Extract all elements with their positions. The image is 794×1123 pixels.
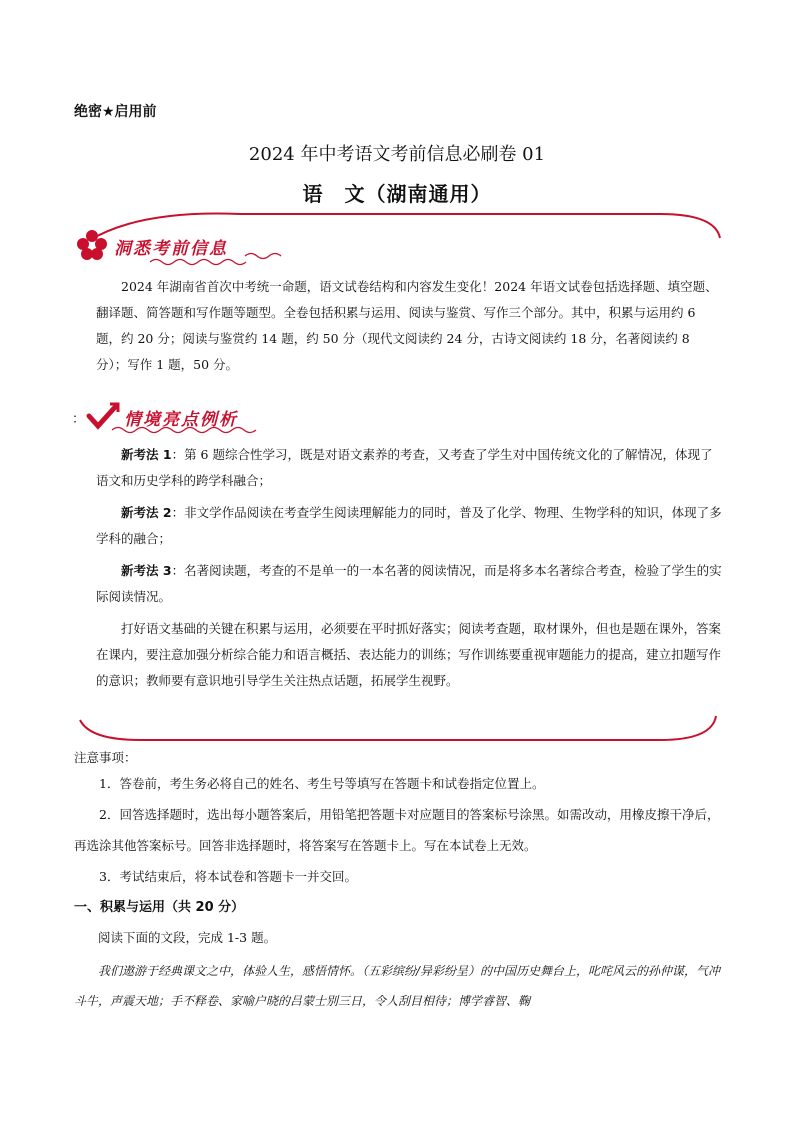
highlight-item <box>96 558 722 610</box>
highlight-list <box>96 442 722 694</box>
highlight-banner-label: 情境亮点例析 <box>124 409 238 430</box>
leading-colon: ： <box>72 412 86 427</box>
info-paragraph: 2024 年湖南省首次中考统一命题，语文试卷结构和内容发生变化！2024 年语文试卷包括选择题、填空题、翻译题、简答题和写作题等题型。全卷包括积累与运用、阅读与鉴赏、写作三个部分。其中，积累与运用约 6 题，约 20 分；阅读与鉴赏约 14 题，约 50 分（现代文阅读约 24 分，古诗文阅读约 18 分，名著阅读约 8 分）；写作 1 题，50 分。 <box>96 279 718 372</box>
highlight-item <box>96 442 722 494</box>
highlight-item <box>96 500 722 552</box>
info-banner-label: 洞悉考前信息 <box>114 238 228 259</box>
section-heading: 一、积累与运用（共 20 分） <box>74 900 245 915</box>
note-item: 1．答卷前，考生务必将自己的姓名、考生号等填写在答题卡和试卷指定位置上。 <box>99 776 545 791</box>
highlight-tag: 新考法 2 <box>121 505 172 520</box>
exam-subtitle: 语 文（湖南通用） <box>302 182 492 206</box>
note-item: 2．回答选择题时，选出每小题答案后，用铅笔把答题卡对应题目的答案标号涂黑。如需改动，用橡皮擦干净后，再选涂其他答案标号。回答非选择题时，将答案写在答题卡上。写在本试卷上无效。 <box>74 807 720 853</box>
check-arrow-icon <box>86 402 120 432</box>
highlight-text: ：非文学作品阅读在考查学生阅读理解能力的同时，普及了化学、物理、生物学科的知识，体现了多学科的融合； <box>96 505 722 546</box>
highlight-text: ：第 6 题综合性学习，既是对语文素养的考查，又考查了学生对中国传统文化的了解情况，体现了语文和历史学科的跨学科融合； <box>96 447 713 488</box>
reading-passage: 我们遨游于经典课文之中，体验人生，感悟情怀。（五彩缤纷/异彩纷呈）的中国历史舞台上，叱咤风云的孙仲谋，气冲斗牛，声震天地；手不释卷、家喻户晓的吕蒙士别三日，令人刮目相待；博学睿智、鞠 <box>74 964 721 1008</box>
flower-icon <box>76 228 108 264</box>
info-banner <box>76 228 228 264</box>
exam-title: 2024 年中考语文考前信息必刷卷 01 <box>248 144 546 165</box>
note-item: 3．考试结束后，将本试卷和答题卡一并交回。 <box>99 869 357 884</box>
notes-section <box>74 748 724 892</box>
confidential-label: 绝密★启用前 <box>74 104 157 120</box>
highlight-banner <box>86 402 238 432</box>
highlight-tag: 新考法 3 <box>121 563 172 578</box>
highlight-tag: 新考法 1 <box>121 447 172 462</box>
advice-paragraph: 打好语文基础的关键在积累与运用，必须要在平时抓好落实；阅读考查题，取材课外，但也是题在课外，答案在课内，要注意加强分析综合能力和语言概括、表达能力的训练；写作训练要重视审题能力的提高，建立扣题写作的意识；教师要有意识地引导学生关注热点话题，拓展学生视野。 <box>96 621 722 688</box>
notes-heading: 注意事项： <box>74 750 137 765</box>
reading-instruction: 阅读下面的文段，完成 1-3 题。 <box>98 930 277 945</box>
highlight-text: ：名著阅读题，考查的不是单一的一本名著的阅读情况，而是将多本名著综合考查，检验了学生的实际阅读情况。 <box>96 563 722 604</box>
